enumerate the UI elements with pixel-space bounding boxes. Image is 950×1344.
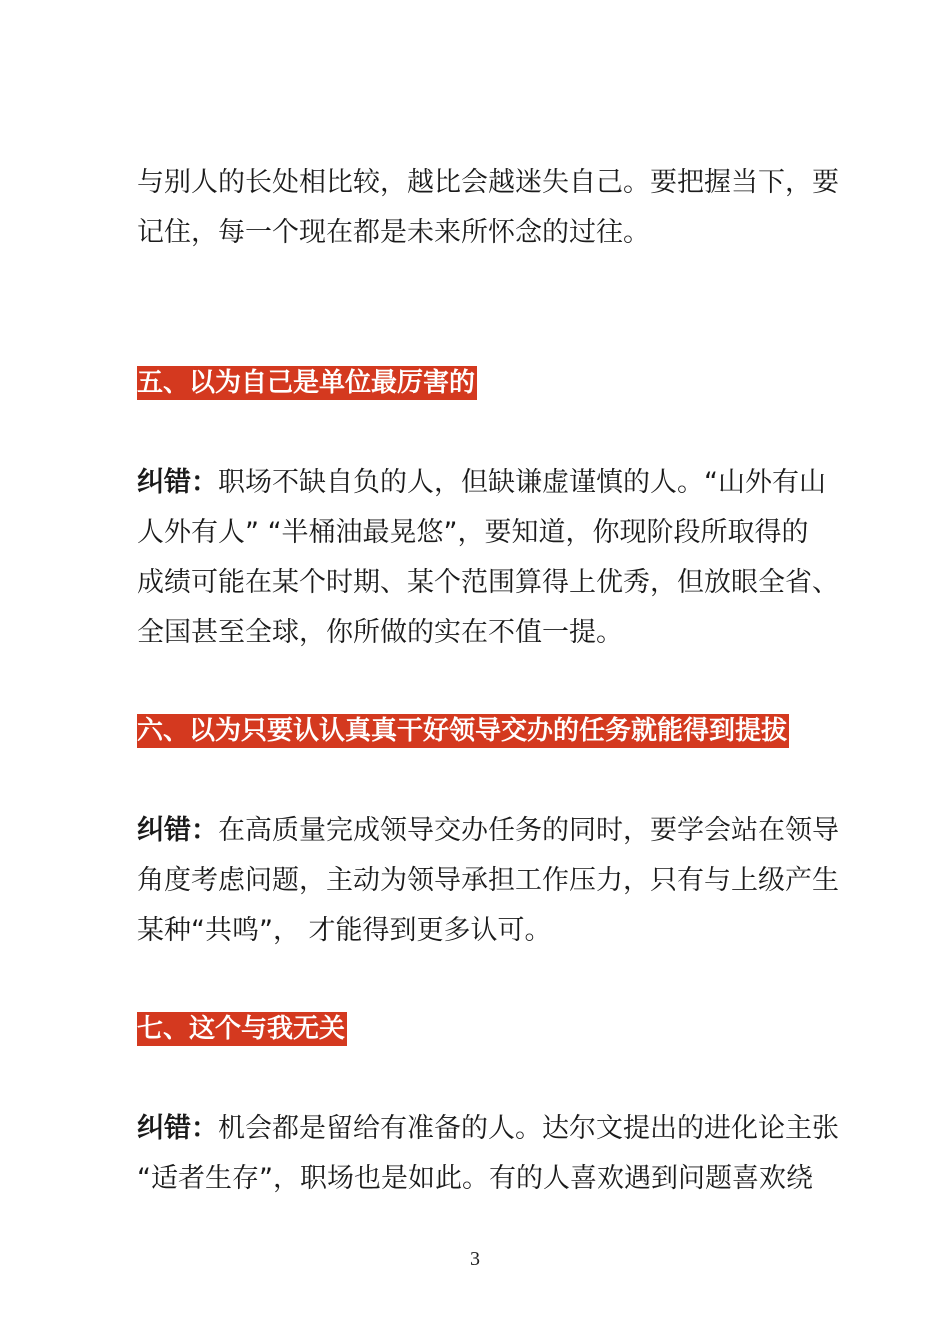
section-5-line-4: 全国甚至全球，你所做的实在不值一提。 (137, 617, 623, 648)
section-heading-7: 七、这个与我无关 (137, 1014, 346, 1044)
correction-label: 纠错： (137, 815, 218, 846)
section-7-line-1 (137, 1112, 837, 1146)
intro-line-1: 与别人的长处相比较，越比会越迷失自己。要把握当下，要 (137, 167, 839, 198)
correction-label: 纠错： (137, 1113, 218, 1144)
section-5-text-1: 职场不缺自负的人，但缺谦虚谨慎的人。“山外有山 (218, 467, 826, 498)
section-heading-5: 五、以为自己是单位最厉害的 (137, 368, 476, 398)
section-5-line-3: 成绩可能在某个时期、某个范围算得上优秀，但放眼全省、 (137, 567, 839, 598)
section-6-line-1 (137, 814, 837, 848)
section-5-line-2: 人外有人” “半桶油最晃悠”，要知道，你现阶段所取得的 (137, 517, 809, 548)
correction-label: 纠错： (137, 467, 218, 498)
section-7-text-1: 机会都是留给有准备的人。达尔文提出的进化论主张 (218, 1113, 839, 1144)
page-number: 3 (470, 1248, 480, 1270)
section-6-text-1: 在高质量完成领导交办任务的同时，要学会站在领导 (218, 815, 839, 846)
section-5-line-1 (137, 466, 837, 500)
section-7-line-2: “适者生存”，职场也是如此。有的人喜欢遇到问题喜欢绕 (137, 1163, 813, 1194)
section-heading-6: 六、以为只要认认真真干好领导交办的任务就能得到提拔 (137, 716, 788, 746)
section-6-line-2: 角度考虑问题，主动为领导承担工作压力，只有与上级产生 (137, 865, 839, 896)
intro-line-2: 记住，每一个现在都是未来所怀念的过往。 (137, 217, 650, 248)
section-6-line-3: 某种“共鸣”， 才能得到更多认可。 (137, 915, 552, 946)
